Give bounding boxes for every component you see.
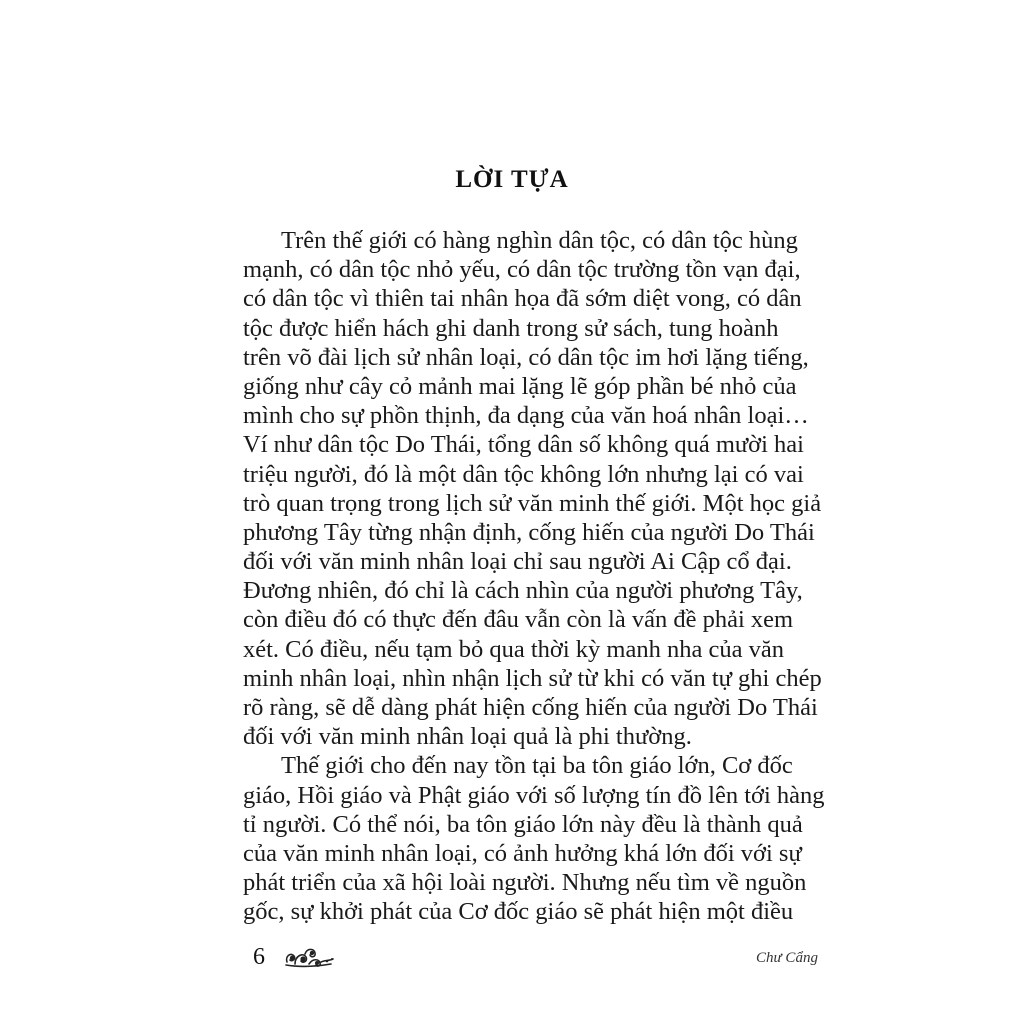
- paragraph-line: Ví như dân tộc Do Thái, tổng dân số không quá mười hai: [243, 431, 804, 459]
- paragraph-line: có dân tộc vì thiên tai nhân họa đã sớm diệt vong, có dân: [243, 285, 802, 313]
- paragraph-line: mình cho sự phồn thịnh, đa dạng của văn hoá nhân loại…: [243, 402, 809, 430]
- paragraph-line: đối với văn minh nhân loại chỉ sau người Ai Cập cổ đại.: [243, 548, 792, 576]
- page-footer: [0, 942, 1024, 972]
- paragraph-line: tỉ người. Có thể nói, ba tôn giáo lớn này đều là thành quả: [243, 810, 803, 838]
- paragraph-line: gốc, sự khởi phát của Cơ đốc giáo sẽ phát hiện một điều: [243, 898, 794, 926]
- paragraph-line: minh nhân loại, nhìn nhận lịch sử từ khi có văn tự ghi chép: [243, 664, 822, 692]
- paragraph-line: đối với văn minh nhân loại quả là phi thường.: [243, 723, 692, 751]
- paragraph-line: rõ ràng, sẽ dễ dàng phát hiện cống hiến của người Do Thái: [243, 694, 818, 721]
- paragraph-line: còn điều đó có thực đến đâu vẫn còn là vấn đề phải xem: [243, 606, 794, 634]
- paragraph-line: xét. Có điều, nếu tạm bỏ qua thời kỳ manh nha của văn: [243, 635, 784, 663]
- paragraph-line: Trên thế giới có hàng nghìn dân tộc, có dân tộc hùng: [281, 227, 798, 254]
- page-number: 6: [253, 944, 265, 970]
- paragraph-line: phương Tây từng nhận định, cống hiến của người Do Thái: [243, 518, 815, 546]
- author-signature: Chư Cẩng: [756, 950, 818, 966]
- paragraph-line: triệu người, đó là một dân tộc không lớn nhưng lại có vai: [243, 460, 804, 488]
- paragraph-line: trò quan trọng trong lịch sử văn minh thế giới. Một học giả: [243, 489, 822, 517]
- paragraph-line: trên võ đài lịch sử nhân loại, có dân tộc im hơi lặng tiếng,: [243, 343, 809, 371]
- paragraph-line: của văn minh nhân loại, có ảnh hưởng khá lớn đối với sự: [243, 839, 802, 867]
- paragraph-line: Đương nhiên, đó chỉ là cách nhìn của người phương Tây,: [243, 577, 803, 605]
- body-text: [243, 226, 825, 927]
- paragraph-line: phát triển của xã hội loài người. Nhưng nếu tìm về nguồn: [243, 869, 807, 897]
- chapter-title: LỜI TỰA: [455, 166, 569, 193]
- paragraph-line: mạnh, có dân tộc nhỏ yếu, có dân tộc trường tồn vạn đại,: [243, 256, 801, 284]
- floral-ornament-icon: [283, 944, 335, 970]
- paragraph-line: giáo, Hồi giáo và Phật giáo với số lượng tín đồ lên tới hàng: [243, 781, 825, 809]
- paragraph-line: Thế giới cho đến nay tồn tại ba tôn giáo lớn, Cơ đốc: [281, 752, 793, 780]
- paragraph-line: tộc được hiển hách ghi danh trong sử sách, tung hoành: [243, 314, 779, 342]
- paragraph-line: giống như cây cỏ mảnh mai lặng lẽ góp phần bé nhỏ của: [243, 372, 797, 400]
